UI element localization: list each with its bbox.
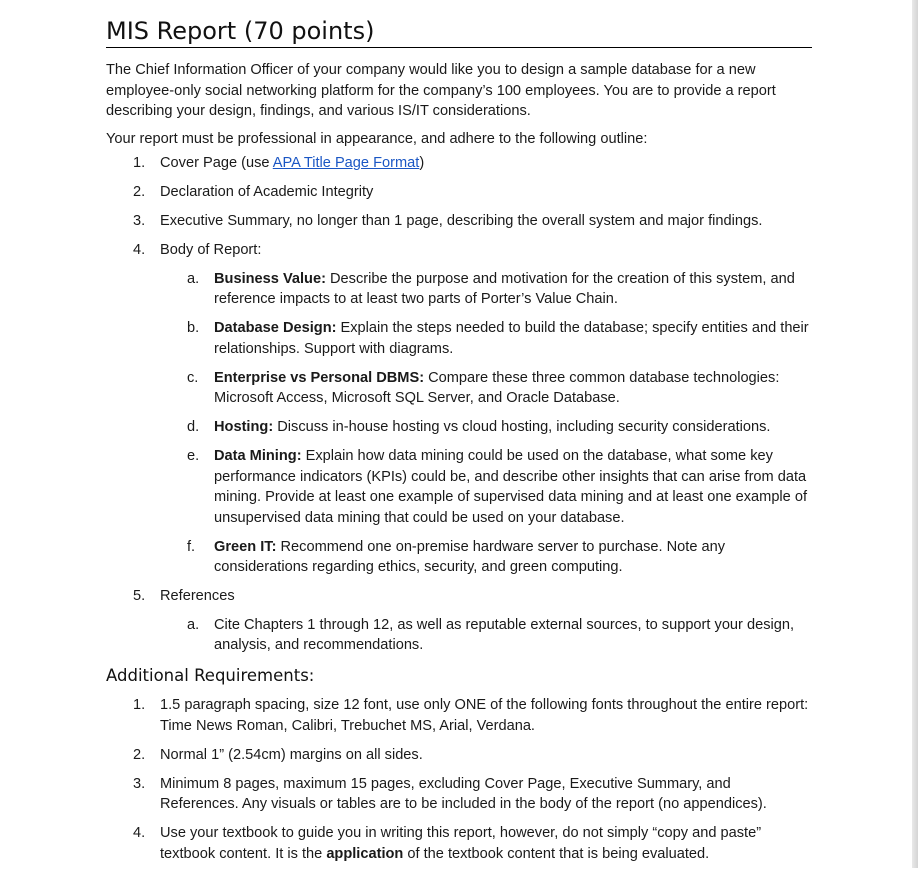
list-letter: f. [187, 538, 196, 555]
outline-item-text: References [160, 588, 235, 604]
requirement-text: Minimum 8 pages, maximum 15 pages, excluding Cover Page, Executive Summary, and References. Any visuals or tables are to be included in the body of the report (no appendices). [160, 775, 767, 812]
page-edge [912, 0, 918, 868]
outline-item-text: Declaration of Academic Integrity [160, 184, 374, 200]
list-number: 2. [133, 184, 146, 200]
additional-requirements-list [106, 695, 812, 864]
outline-list [106, 153, 812, 656]
item-text: Describe the purpose and motivation for the creation of this system, and reference impacts to at least two parts of Porter’s Value Chain. [214, 270, 795, 307]
intro-paragraph: The Chief Information Officer of your company would like you to design a sample database for a new employee-only social networking platform for the company’s 100 employees. You are to provide a report describing your design, findings, and various IS/IT considerations. [106, 62, 776, 119]
requirement-emphasis: application [326, 845, 404, 862]
list-number: 1. [133, 155, 146, 171]
list-number: 4. [133, 825, 146, 841]
outline-item-cover-page [106, 153, 812, 174]
body-sublist [160, 269, 812, 578]
list-number: 3. [133, 213, 146, 229]
outline-item-body [106, 240, 812, 578]
list-letter: b. [187, 320, 200, 336]
item-label: Business Value: [214, 270, 326, 287]
item-text: Discuss in-house hosting vs cloud hosting, including security considerations. [273, 419, 771, 435]
list-number: 3. [133, 775, 146, 792]
item-text: Recommend one on-premise hardware server to purchase. Note any considerations regarding ethics, security, and green computing. [214, 538, 726, 575]
list-letter: a. [187, 270, 200, 287]
list-letter: d. [187, 419, 200, 435]
body-item-green-it [160, 537, 812, 578]
requirement-text: 1.5 paragraph spacing, size 12 font, use only ONE of the following fonts throughout the entire report: Time News Roman, Calibri, Trebuchet MS, Arial, Verdana. [160, 697, 809, 734]
references-sublist [160, 615, 812, 656]
outline-item-text: Body of Report: [160, 242, 262, 258]
requirement-text: of the textbook content that is being evaluated. [403, 845, 710, 862]
requirement-item [106, 823, 812, 864]
outline-item-text: ) [419, 155, 425, 171]
item-label: Enterprise vs Personal DBMS: [214, 369, 425, 386]
page-title: MIS Report (70 points) [106, 16, 812, 48]
outline-item-executive-summary [106, 211, 812, 232]
body-item-data-mining [160, 446, 812, 528]
list-letter: a. [187, 616, 200, 633]
item-text: Compare these three common database technologies: Microsoft Access, Microsoft SQL Server, and Oracle Database. [214, 369, 780, 406]
item-label: Database Design: [214, 320, 337, 336]
references-item-citations [160, 615, 812, 656]
item-label: Green IT: [214, 538, 277, 555]
outline-item-references [106, 586, 812, 656]
item-label: Hosting: [214, 419, 274, 435]
item-text: Explain the steps needed to build the database; specify entities and their relationships. Support with diagrams. [214, 320, 809, 357]
outline-intro: Your report must be professional in appearance, and adhere to the following outline: [106, 130, 648, 147]
requirement-text: Normal 1” (2.54cm) margins on all sides. [160, 746, 423, 763]
body-item-business-value [160, 269, 812, 310]
additional-requirements-heading: Additional Requirements: [106, 666, 315, 685]
list-number: 4. [133, 242, 146, 258]
document [106, 16, 812, 873]
list-number: 1. [133, 697, 146, 713]
apa-format-link[interactable]: APA Title Page Format [272, 155, 420, 171]
body-item-hosting [160, 417, 812, 438]
list-number: 2. [133, 746, 146, 763]
list-letter: e. [187, 448, 200, 464]
item-text: Cite Chapters 1 through 12, as well as reputable external sources, to support your design, analysis, and recommendations. [214, 616, 795, 653]
body-item-dbms [160, 368, 812, 409]
requirement-item [106, 774, 812, 815]
body-item-database-design [160, 318, 812, 359]
requirement-item [106, 695, 812, 736]
outline-item-text: Executive Summary, no longer than 1 page, describing the overall system and major findings. [160, 213, 763, 229]
outline-item-text: Cover Page (use [160, 155, 273, 171]
requirement-text: Use your textbook to guide you in writing this report, however, do not simply “copy and paste” textbook content. It is the [160, 825, 762, 862]
list-letter: c. [187, 369, 199, 386]
outline-item-declaration [106, 182, 812, 203]
item-label: Data Mining: [214, 448, 302, 464]
requirement-item [106, 745, 812, 766]
item-text: Explain how data mining could be used on the database, what some key performance indicators (KPIs) could be, and describe other insights that can arise from data mining. Provide at least one example of supervised data mining and at least one example of unsupervised data mining that could be used on your database. [214, 448, 808, 526]
list-number: 5. [133, 588, 146, 604]
